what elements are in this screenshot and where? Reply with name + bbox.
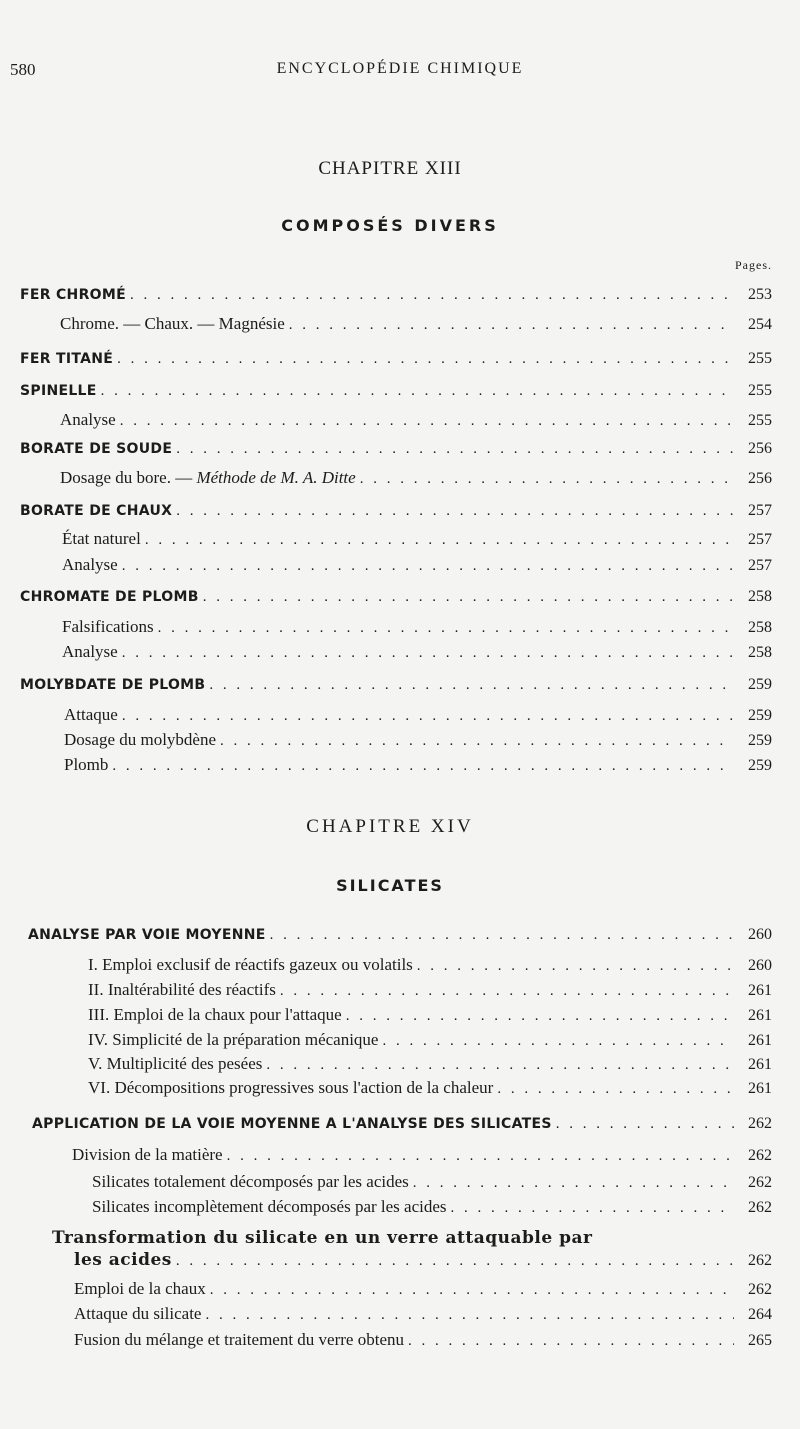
toc-entry: BORATE DE CHAUX . . . 257 — [20, 502, 772, 528]
toc-entry: FER TITANÉ . . . 255 — [20, 350, 772, 376]
toc-entry: Division de la matière . . . 262 — [72, 1145, 772, 1171]
toc-entry: Analyse . . . 258 — [62, 642, 772, 668]
toc-entry: VI. Décompositions progressives sous l'action de la chaleur . . . 261 — [88, 1078, 772, 1104]
toc-entry: CHROMATE DE PLOMB . . . 258 — [20, 588, 772, 614]
toc-entry: Attaque du silicate . . . 264 — [74, 1304, 772, 1330]
toc-entry: V. Multiplicité des pesées . . . 261 — [88, 1054, 772, 1080]
page-number: 580 — [10, 60, 36, 79]
toc-entry: Analyse . . . 255 — [60, 410, 772, 436]
toc-entry: Chrome. — Chaux. — Magnésie . . . 254 — [60, 314, 772, 340]
toc-entry: Silicates incomplètement décomposés par les acides . . . 262 — [92, 1197, 772, 1223]
pages-column-label: Pages. — [735, 258, 772, 272]
toc-entry: les acides . . . 262 — [74, 1250, 772, 1276]
toc-entry: MOLYBDATE DE PLOMB . . . 259 — [20, 676, 772, 702]
toc-entry: ANALYSE PAR VOIE MOYENNE . . . 260 — [28, 926, 772, 952]
toc-entry: SPINELLE . . . 255 — [20, 382, 772, 408]
toc-entry: Plomb . . . 259 — [64, 755, 772, 781]
toc-entry: II. Inaltérabilité des réactifs . . . 261 — [88, 980, 772, 1006]
toc-entry: APPLICATION DE LA VOIE MOYENNE A L'ANALYSE DES SILICATES . . . 262 — [32, 1115, 772, 1141]
toc-entry: Emploi de la chaux . . . 262 — [74, 1279, 772, 1305]
toc-entry: Silicates totalement décomposés par les acides . . . 262 — [92, 1172, 772, 1198]
toc-entry: FER CHROMÉ . . . 253 — [20, 286, 772, 312]
toc-entry: BORATE DE SOUDE . . . 256 — [20, 440, 772, 466]
running-title: ENCYCLOPÉDIE CHIMIQUE — [276, 60, 524, 77]
page-header — [10, 56, 790, 84]
toc-entry: État naturel . . . 257 — [62, 529, 772, 555]
toc-entry: Analyse . . . 257 — [62, 555, 772, 581]
chapter-title-14: CHAPITRE XIV — [306, 816, 474, 837]
section-title-silicates: SILICATES — [336, 876, 444, 895]
toc-entry: I. Emploi exclusif de réactifs gazeux ou volatils . . . 260 — [88, 955, 772, 981]
toc-entry: Fusion du mélange et traitement du verre obtenu . . . 265 — [74, 1330, 772, 1356]
toc-entry: Falsifications . . . 258 — [62, 617, 772, 643]
toc-entry: III. Emploi de la chaux pour l'attaque . . . 261 — [88, 1005, 772, 1031]
section-title-composes-divers: COMPOSÉS DIVERS — [281, 216, 499, 235]
toc-entry: Attaque . . . 259 — [64, 705, 772, 731]
toc-entry: Dosage du bore. — Méthode de M. A. Ditte . . . 256 — [60, 468, 772, 494]
toc-entry-line1: Transformation du silicate en un verre attaquable par — [52, 1228, 593, 1248]
chapter-title-13: CHAPITRE XIII — [318, 158, 462, 179]
toc-entry: IV. Simplicité de la préparation mécanique . . . 261 — [88, 1030, 772, 1056]
toc-entry: Dosage du molybdène . . . 259 — [64, 730, 772, 756]
